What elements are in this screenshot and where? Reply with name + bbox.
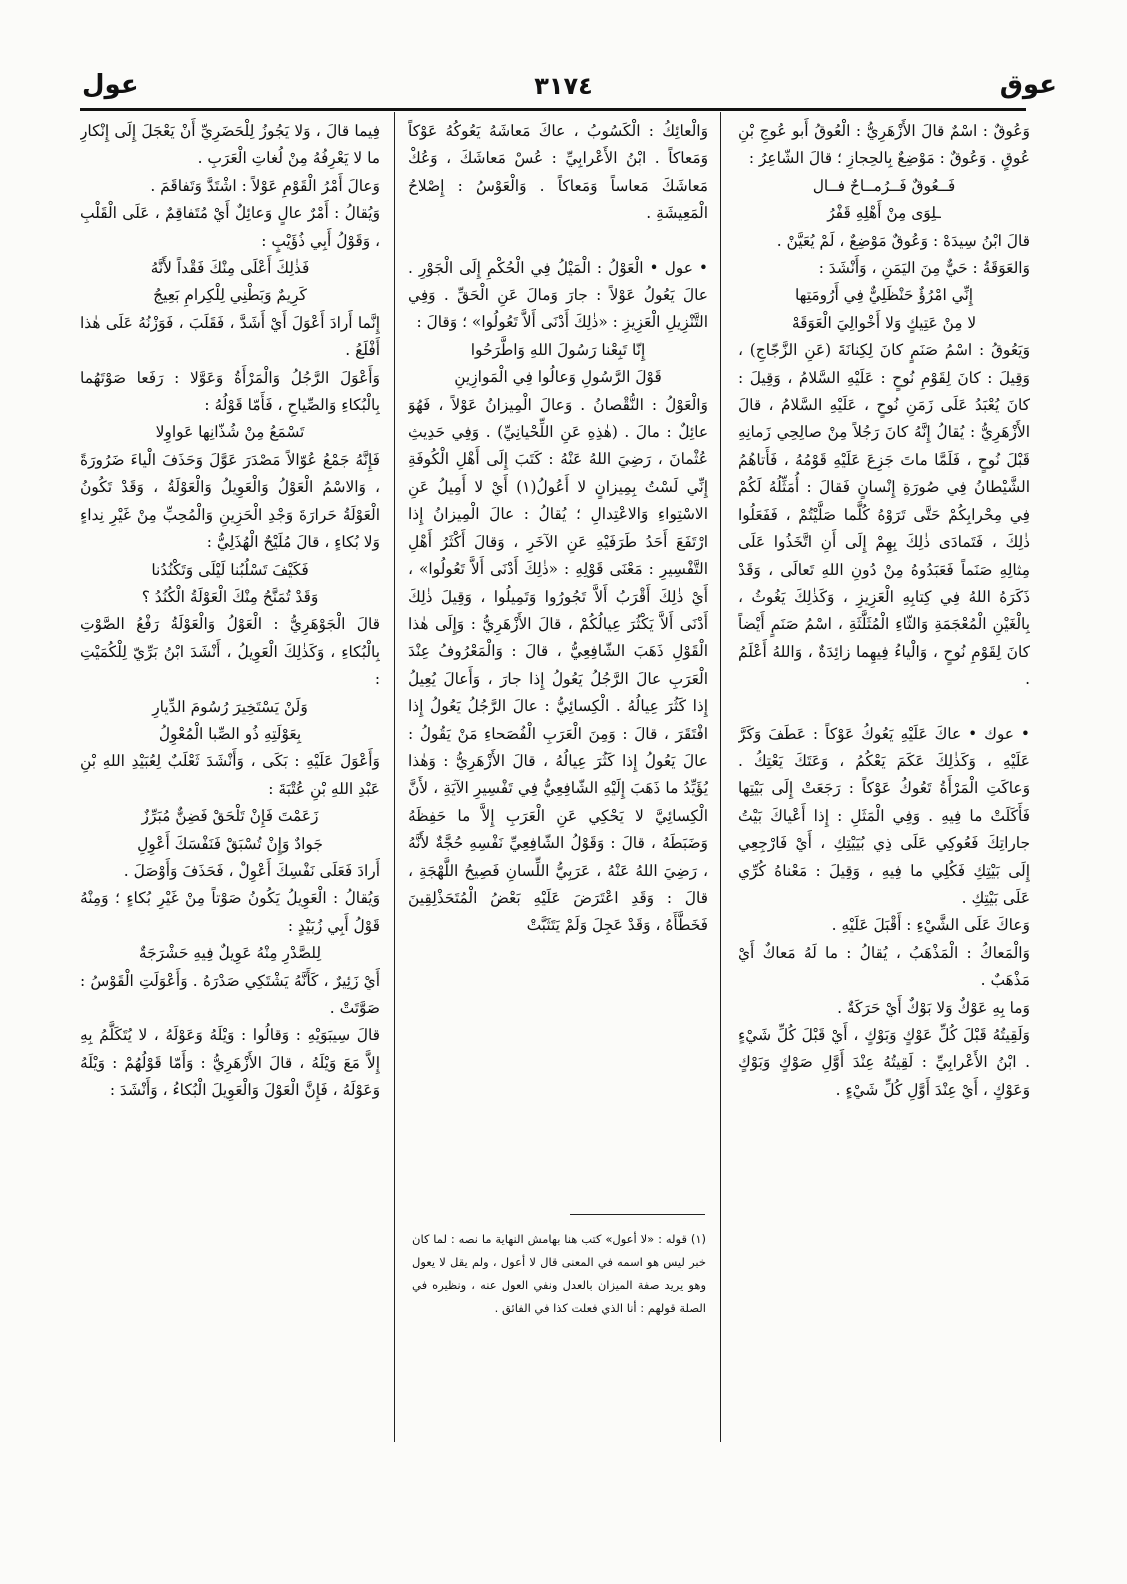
paragraph: وَأَعْوَلَ عَلَيْهِ : بَكَى ، وَأَنْشَدَ ثَعْلَبٌ لِعُبَيْدِ اللهِ بْنِ عَبْدِ اللهِ بْنِ عُتْبَةَ : bbox=[80, 752, 380, 798]
paragraph: قالَ الْجَوْهَرِيُّ : الْعَوْلُ وَالْعَوْلَةُ رَفْعُ الصَّوْتِ بِالْبُكاءِ ، وَكَذٰلِكَ الْعَوِيلُ ، أَنْشَدَ ابْنُ بَرِّيّ لِلْكُمَيْتِ : bbox=[80, 615, 380, 689]
header-left-word: عول bbox=[82, 70, 139, 100]
entry-awk: • عوك • عاكَ عَلَيْهِ يَعُوكُ عَوْكاً : عَطَفَ وَكَرَّ عَلَيْهِ ، وَكَذٰلِكَ عَكَمَ يَعْكُمُ ، وَعَتَكَ يَعْتِكُ . وَعاكَتِ الْمَرْأَةُ تَعُوكُ عَوْكاً : رَجَعَتْ إِلَى بَيْتِها فَأَكَلَتْ ما فِيهِ . وَفِي الْمَثَلِ : إِذا أَعْياكَ بَيْتُ جاراتِكَ فَعُوكِي عَلَى ذِي بُيَيْتِكِ ، أَيْ فَارْجِعِي إِلَى بَيْتِكِ فَكُلِي ما فِيهِ ، وَقِيلَ : مَعْناهُ كُرِّي عَلَى بَيْتِكِ . bbox=[738, 724, 1030, 907]
paragraph: وَالْعَوْلُ : النُّقْصانُ . وَعالَ الْمِيزانُ عَوْلاً ، فَهُوَ عائِلٌ : مالَ . (هٰذِهِ عَنِ اللِّحْيانِيِّ) . وَفِي حَدِيثِ عُثْمانَ ، رَضِيَ اللهُ عَنْهُ : كَتَبَ إِلَى أَهْلِ الْكُوفَةِ إِنِّي لَسْتُ بِمِيزانٍ لا أَعُولُ(١) أَيْ لا أَمِيلُ عَنِ الاسْتِواءِ وَالاعْتِدالِ ؛ يُقالُ : عالَ الْمِيزانُ إِذا ارْتَفَعَ أَحَدُ طَرَفَيْهِ عَنِ الآخَرِ ، وَقالَ أَكْثَرُ أَهْلِ التَّفْسِيرِ : مَعْنَى قَوْلِهِ : «ذٰلِكَ أَدْنَى أَلاَّ تَعُولُوا» ، أَيْ ذٰلِكَ أَقْرَبُ أَلاَّ تَجُورُوا وَتَمِيلُوا ، وَقِيلَ ذٰلِكَ أَدْنَى أَلاَّ يَكْثُرَ عِيالُكُمْ ، قالَ الأَزْهَرِيُّ : وَإِلَى هٰذا الْقَوْلِ ذَهَبَ الشّافِعِيُّ ، قالَ : وَالْمَعْرُوفُ عِنْدَ الْعَرَبِ عالَ الرَّجُلُ يَعُولُ إِذا جارَ ، وَأَعالَ يُعِيلُ إِذا كَثُرَ عِيالُهُ . الْكِسائِيُّ : عالَ الرَّجُلُ يَعُولُ إِذا افْتَقَرَ ، قالَ : وَمِنَ الْعَرَبِ الْفُصَحاءِ مَنْ يَقُولُ : عالَ يَعُولُ إِذا كَثُرَ عِيالُهُ ، قالَ الأَزْهَرِيُّ : وَهٰذا يُؤَيِّدُ ما ذَهَبَ إِلَيْهِ الشّافِعِيُّ فِي تَفْسِيرِ الآيَةِ ، لأَنَّ الْكِسائِيَّ لا يَحْكِي عَنِ الْعَرَبِ إِلاَّ ما حَفِظَهُ وَضَبَطَهُ ، قالَ : وَقَوْلُ الشّافِعِيِّ نَفْسِهِ حُجَّةٌ لأَنَّهُ ، رَضِيَ اللهُ عَنْهُ ، عَرَبِيُّ اللِّسانِ فَصِيحُ اللَّهْجَةِ ، قالَ : وَقَدِ اعْتَرَضَ عَلَيْهِ بَعْضُ الْمُتَحَذْلِقِينَ فَخَطَّأَهُ ، وَقَدْ عَجِلَ وَلَمْ يَتَثَبَّتْ bbox=[408, 395, 708, 935]
verse-line: ـلِوَى مِنْ أَهْلِهِ قَفْرُ bbox=[827, 204, 941, 223]
verse-line: زَعَمْتَ فَإِنْ تَلْحَقْ فَضِنٌّ مُبَرِّزٌ bbox=[141, 807, 319, 826]
paragraph: وَالْعائِكُ : الْكَسُوبُ ، عاكَ مَعاشَهُ يَعُوكُهُ عَوْكاً وَمَعاكاً . ابْنُ الأَعْرابِيِّ : عُسْ مَعاشَكَ ، وَعُكْ مَعاشَكَ مَعاساً وَمَعاكاً . وَالْعَوْسُ : إِصْلاحُ الْمَعِيشَةِ . bbox=[408, 122, 708, 223]
footnote-rule bbox=[570, 1214, 705, 1215]
column-middle bbox=[408, 118, 708, 1208]
column-divider bbox=[720, 112, 721, 1442]
paragraph: قالَ سِيبَوَيْهِ : وَقالُوا : وَيْلَهُ وَعَوْلَهُ ، لا يُتَكَلَّمُ بِهِ إِلاَّ مَعَ وَيْلَهُ ، قالَ الأَزْهَرِيُّ : وَأَمّا قَوْلُهُمْ : وَيْلَهُ وَعَوْلَهُ ، فَإِنَّ الْعَوْلَ وَالْعَوِيلَ الْبُكاءُ ، وَأَنْشَدَ : bbox=[80, 1026, 380, 1100]
verse-line: لِلصَّدْرِ مِنْهُ عَوِيلٌ فِيهِ حَشْرَجَةٌ bbox=[138, 944, 322, 963]
column-right bbox=[738, 118, 1030, 1378]
verse-line: تَسْمَعُ مِنْ شُذّانِها عَواوِلا bbox=[155, 423, 305, 442]
entry-awl: • عول • الْعَوْلُ : الْمَيْلُ فِي الْحُكْمِ إِلَى الْجَوْرِ . عالَ يَعُولُ عَوْلاً : جارَ وَمالَ عَنِ الْحَقِّ . وَفِي التَّنْزِيلِ الْعَزِيزِ : «ذٰلِكَ أَدْنَى أَلاَّ تَعُولُوا» ؛ وَقالَ : bbox=[408, 258, 708, 332]
paragraph: وَيُقالُ : الْعَوِيلُ يَكُونُ صَوْتاً مِنْ غَيْرِ بُكاءٍ ؛ وَمِنْهُ قَوْلُ أَبِي زُبَيْدٍ : bbox=[80, 889, 380, 935]
paragraph: قالَ ابْنُ سِيدَهْ : وَعُوقٌ مَوْضِعٌ ، لَمْ يُعَيَّنْ . bbox=[776, 231, 1030, 250]
verse-line: فَذٰلِكَ أَعْلَى مِنْكَ فَقْداً لأَنَّهُ bbox=[150, 259, 310, 278]
verse-line: فَــعُوقٌ فَــرُمــاحٌ فــال bbox=[812, 176, 956, 195]
verse-line: بِعَوْلَتِهِ ذُو الصِّبا الْمُعْوِلُ bbox=[158, 724, 302, 743]
verse-line: كَرِيمٌ وَبَطْنِي لِلْكِرامِ بَعِيجُ bbox=[153, 286, 307, 305]
paragraph: أَرادَ فَعَلَى نَفْسِكَ أَعْوِلْ ، فَحَذَفَ وَأَوْصَلَ . bbox=[123, 861, 380, 880]
paragraph: أَيْ زَئِيرٌ ، كَأَنَّهُ يَشْتَكِي صَدْرَهُ . وَأَعْوَلَتِ الْقَوْسُ : صَوَّتَتْ . bbox=[80, 971, 380, 1017]
verse-line: وَلَنْ يَسْتَخِيرَ رُسُومَ الدِّيارِ bbox=[152, 697, 308, 716]
page-number: ٣١٧٤ bbox=[534, 72, 593, 100]
verse-line: جَوادٌ وَإِنْ تُسْبَقْ فَنَفْسَكَ أَعْوِلِ bbox=[137, 834, 323, 853]
header-rule bbox=[80, 108, 1026, 111]
verse-line: إِنّا تَبِعْنا رَسُولَ اللهِ وَاطَّرَحُوا bbox=[470, 340, 646, 359]
verse-line: فَكَيْفَ تَسْلُبُنا لَيْلَى وَتَكْنُدُنا bbox=[151, 560, 309, 579]
paragraph: فَإِنَّهُ جَمْعُ عُوّالاً مَصْدَرَ عَوَّلَ وَحَذَفَ الْياءَ ضَرُورَةً ، وَالاسْمُ الْعَوْلُ وَالْعَوِيلُ وَالْعَوْلَةُ ، وَقَدْ تَكُونُ الْعَوْلَةُ حَرارَةَ وَجْدِ الْحَزِينِ وَالْمُحِبِّ مِنْ غَيْرِ نِداءٍ وَلا بُكاءٍ ، قالَ مُلَيْحٌ الْهُذَلِيُّ : bbox=[80, 450, 380, 552]
paragraph: وَعاكَ عَلَى الشَّيْءِ : أَقْبَلَ عَلَيْهِ . bbox=[831, 916, 1030, 935]
header-right-word: عوق bbox=[999, 70, 1057, 100]
paragraph: وَيَعُوقُ : اسْمُ صَنَمٍ كانَ لِكِنانَةَ (عَنِ الزَّجّاجِ) ، وَقِيلَ : كانَ لِقَوْمِ نُوحٍ : عَلَيْهِ السَّلامُ ، وَقِيلَ : كانَ يُعْبَدُ عَلَى زَمَنِ نُوحٍ ، عَلَيْهِ السَّلامُ ، قالَ الأَزْهَرِيُّ : يُقالُ إِنَّهُ كانَ رَجُلاً مِنْ صالِحِي زَمانِهِ قَبْلَ نُوحٍ ، فَلَمَّا ماتَ جَزِعَ عَلَيْهِ قَوْمُهُ ، فَأَتاهُمُ الشَّيْطانُ فِي صُورَةِ إِنْسانٍ فَقالَ : أُمَثِّلُهُ لَكُمْ فِي مِحْرابِكُمْ حَتَّى تَرَوْهُ كُلَّما صَلَّيْتُمْ ، فَفَعَلُوا ذٰلِكَ ، فَتَمادَى ذٰلِكَ بِهِمْ إِلَى أَنِ اتَّخَذُوا عَلَى مِثالِهِ صَنَماً فَعَبَدُوهُ مِنْ دُونِ اللهِ تَعالَى ، وَقَدْ ذَكَرَهُ اللهُ فِي كِتابِهِ الْعَزِيزِ ، وَكَذٰلِكَ يَغُوثُ ، بِالْغَيْنِ الْمُعْجَمَةِ وَالثّاءِ الْمُثَلَّثَةِ ، اسْمُ صَنَمٍ أَيْضاً كانَ لِقَوْمِ نُوحٍ ، وَالْياءُ فِيهِما زائِدَةٌ ، وَاللهُ أَعْلَمُ . bbox=[738, 341, 1030, 689]
verse-line: لا مِنْ عَتِيكٍ وَلا أَخْوالِيَ الْعَوَقَهْ bbox=[791, 313, 977, 332]
column-left bbox=[80, 118, 380, 1418]
verse-line: قَوْلَ الرَّسُولِ وَعالُوا فِي الْمَوازِينِ bbox=[454, 368, 662, 387]
paragraph: وَأَعْوَلَ الرَّجُلُ وَالْمَرْأَةُ وَعَوَّلا : رَفَعا صَوْتَهُما بِالْبُكاءِ وَالصِّياحِ ، فَأَمّا قَوْلُهُ : bbox=[80, 368, 380, 415]
verse-line: إِنِّي امْرُؤٌ حَنْظَلِيٌّ فِي أَرُومَتِها bbox=[794, 286, 974, 305]
column-divider bbox=[394, 112, 395, 1442]
paragraph: وَيُقالُ : أَمْرٌ عالٍ وَعائِلٌ أَيْ مُتَفاقِمٌ ، عَلَى الْقَلْبِ ، وَقَوْلُ أَبِي ذُؤَيْبٍ : bbox=[80, 204, 380, 250]
paragraph: وَالعَوَقَةُ : حَيٌّ مِنَ اليَمَنِ ، وَأَنْشَدَ : bbox=[818, 259, 1030, 278]
paragraph: وَعُوقٌ : اسْمٌ قالَ الأَزْهَرِيُّ : الْعُوقُ أَبو عُوجِ بْنِ عُوقٍ . وَعُوقٌ : مَوْضِعٌ بِالحِجازِ ؛ قالَ الشّاعِرُ : bbox=[738, 122, 1030, 168]
paragraph: إِنَّما أَرادَ أَعْوَلَ أَيْ أَشَدَّ ، فَقَلَبَ ، فَوَزْنُهُ عَلَى هٰذا أَفْلَعُ . bbox=[80, 313, 380, 360]
paragraph: وَالْمَعاكُ : الْمَذْهَبُ ، يُقالُ : ما لَهُ مَعاكٌ أَيْ مَذْهَبٌ . bbox=[738, 943, 1030, 990]
paragraph: وَما بِهِ عَوْكٌ وَلا بَوْكٌ أَيْ حَرَكَةٌ . bbox=[837, 998, 1030, 1017]
paragraph: فِيما قالَ ، وَلا يَجُوزُ لِلْحَضَرِيِّ أَنْ يَعْجَلَ إِلَى إِنْكارِ ما لا يَعْرِفُهُ مِنْ لُغاتِ الْعَرَبِ . bbox=[80, 122, 380, 168]
paragraph: وَلَقِيتُهُ قَبْلَ كُلِّ عَوْكٍ وَبَوْكٍ ، أَيْ قَبْلَ كُلِّ شَيْءٍ . ابْنُ الأَعْرابِيِّ : لَقِيتُهُ عِنْدَ أَوَّلِ صَوْكٍ وَبَوْكٍ وَعَوْكٍ ، أَيْ عِنْدَ أَوَّلِ كُلِّ شَيْءٍ . bbox=[738, 1026, 1030, 1099]
paragraph: وَعالَ أَمْرُ الْقَوْمِ عَوْلاً : اشْتَدَّ وَتَفاقَمَ . bbox=[150, 176, 380, 195]
verse-line: وَقَدْ تُمَنَّحُ مِنْكَ الْعَوْلَةُ الْكُنُدُ ؟ bbox=[141, 587, 319, 606]
footnote: (١) قوله : «لا أعول» كتب هنا بهامش النهاية ما نصه : لما كان خبر ليس هو اسمه في المعنى قال لا أعول ، ولم يقل لا يعول وهو يريد صفة الميزان بالعدل ونفي العول عنه ، ونظيره في الصلة قولهم : أنا الذي فعلت كذا في الفائق . bbox=[412, 1232, 706, 1315]
